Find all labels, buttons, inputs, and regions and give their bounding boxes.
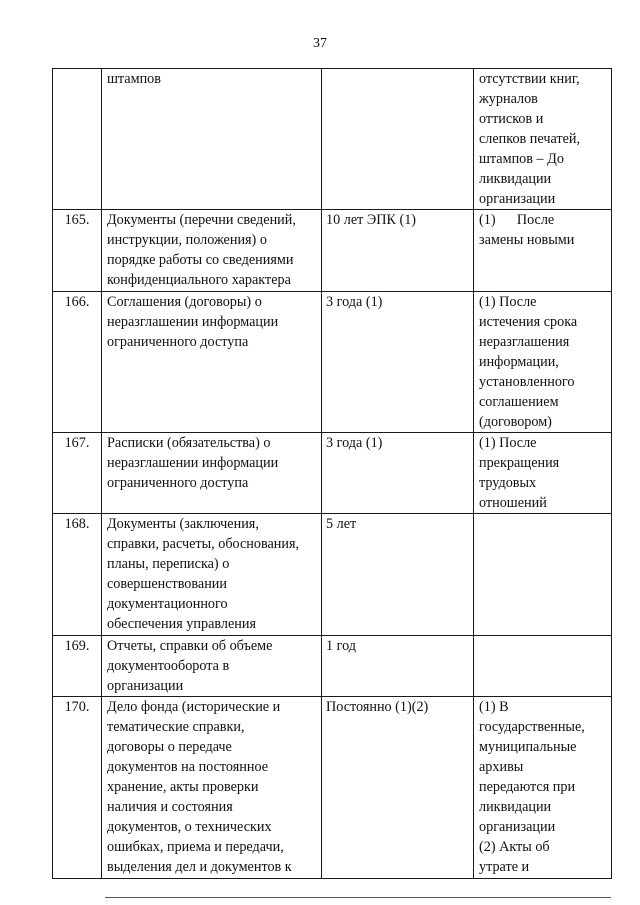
description-line: тематические справки, — [107, 719, 245, 735]
note-line: истечения срока — [479, 314, 578, 330]
note-line: организации — [479, 819, 556, 835]
retention-term — [322, 514, 474, 636]
description-line: планы, переписка) о — [107, 556, 230, 572]
description-line: организации — [107, 678, 184, 694]
description-line: документов, о технических — [107, 819, 272, 835]
document-description — [102, 697, 322, 879]
note-line: ликвидации — [479, 799, 552, 815]
document-description — [102, 433, 322, 514]
row-number: 170. — [53, 697, 102, 879]
description-line: обеспечения управления — [107, 616, 256, 632]
retention-term — [322, 636, 474, 697]
description-line: совершенствовании — [107, 576, 227, 592]
row-number: 166. — [53, 292, 102, 433]
note-line: ликвидации — [479, 171, 552, 187]
table-row — [53, 69, 612, 210]
retention-note — [474, 69, 612, 210]
description-line: Отчеты, справки об объеме — [107, 638, 273, 654]
document-description — [102, 69, 322, 210]
description-line: неразглашении информации — [107, 455, 279, 471]
note-line: штампов – До — [479, 151, 564, 167]
description-line: выделения дел и документов к — [107, 859, 292, 875]
note-line: отсутствии книг, — [479, 71, 580, 87]
note-line: (2) Акты об — [479, 839, 550, 855]
row-number — [53, 69, 102, 210]
note-line: архивы — [479, 759, 524, 775]
retention-table — [52, 68, 612, 879]
note-line: неразглашения — [479, 334, 570, 350]
description-line: Дело фонда (исторические и — [107, 699, 281, 715]
term-line: Постоянно (1)(2) — [326, 699, 429, 715]
description-line: неразглашении информации — [107, 314, 279, 330]
retention-term — [322, 292, 474, 433]
note-line: журналов — [479, 91, 538, 107]
description-line: хранение, акты проверки — [107, 779, 259, 795]
note-line: оттисков и — [479, 111, 544, 127]
note-line: замены новыми — [479, 232, 575, 248]
document-description — [102, 210, 322, 292]
description-line: договоры о передаче — [107, 739, 232, 755]
document-description — [102, 636, 322, 697]
retention-term — [322, 433, 474, 514]
description-line: Документы (перечни сведений, — [107, 212, 296, 228]
row-number: 169. — [53, 636, 102, 697]
description-line: порядке работы со сведениями — [107, 252, 294, 268]
retention-note — [474, 292, 612, 433]
table-row — [53, 636, 612, 697]
note-line: (1) После — [479, 435, 537, 451]
description-line: Расписки (обязательства) о — [107, 435, 271, 451]
table-row — [53, 433, 612, 514]
note-line: слепков печатей, — [479, 131, 581, 147]
retention-note — [474, 210, 612, 292]
note-line: (1) После — [479, 212, 555, 228]
term-line: 5 лет — [326, 516, 357, 532]
table-row — [53, 210, 612, 292]
retention-term — [322, 697, 474, 879]
retention-note — [474, 636, 612, 697]
description-line: ошибках, приема и передачи, — [107, 839, 284, 855]
retention-term — [322, 210, 474, 292]
note-line: организации — [479, 191, 556, 207]
note-line: государственные, — [479, 719, 585, 735]
row-number: 168. — [53, 514, 102, 636]
note-line: отношений — [479, 495, 547, 511]
description-line: документационного — [107, 596, 228, 612]
retention-note — [474, 697, 612, 879]
table-row — [53, 697, 612, 879]
term-line: 10 лет ЭПК (1) — [326, 212, 417, 228]
term-line: 1 год — [326, 638, 357, 654]
retention-note — [474, 514, 612, 636]
description-line: конфиденциального характера — [107, 272, 291, 288]
note-line: соглашением — [479, 394, 559, 410]
description-line: Документы (заключения, — [107, 516, 259, 532]
note-line: утрате и — [479, 859, 530, 875]
document-description — [102, 292, 322, 433]
bottom-divider — [105, 897, 611, 898]
table-row — [53, 292, 612, 433]
description-line: документов на постоянное — [107, 759, 269, 775]
note-line: прекращения — [479, 455, 560, 471]
document-description — [102, 514, 322, 636]
row-number: 165. — [53, 210, 102, 292]
retention-note — [474, 433, 612, 514]
description-line: инструкции, положения) о — [107, 232, 267, 248]
table-row — [53, 514, 612, 636]
description-line: Соглашения (договоры) о — [107, 294, 262, 310]
row-number: 167. — [53, 433, 102, 514]
description-line: документооборота в — [107, 658, 230, 674]
term-line: 3 года (1) — [326, 435, 383, 451]
note-line: муниципальные — [479, 739, 577, 755]
note-line: (договором) — [479, 414, 552, 430]
description-line: ограниченного доступа — [107, 475, 249, 491]
description-line: наличия и состояния — [107, 799, 233, 815]
description-line: ограниченного доступа — [107, 334, 249, 350]
note-line: информации, — [479, 354, 559, 370]
note-line: трудовых — [479, 475, 537, 491]
note-line: передаются при — [479, 779, 576, 795]
note-line: (1) В — [479, 699, 509, 715]
retention-term — [322, 69, 474, 210]
note-line: (1) После — [479, 294, 537, 310]
note-line: установленного — [479, 374, 575, 390]
term-line: 3 года (1) — [326, 294, 383, 310]
description-line: штампов — [107, 71, 161, 87]
page-number: 37 — [313, 36, 327, 51]
description-line: справки, расчеты, обоснования, — [107, 536, 300, 552]
